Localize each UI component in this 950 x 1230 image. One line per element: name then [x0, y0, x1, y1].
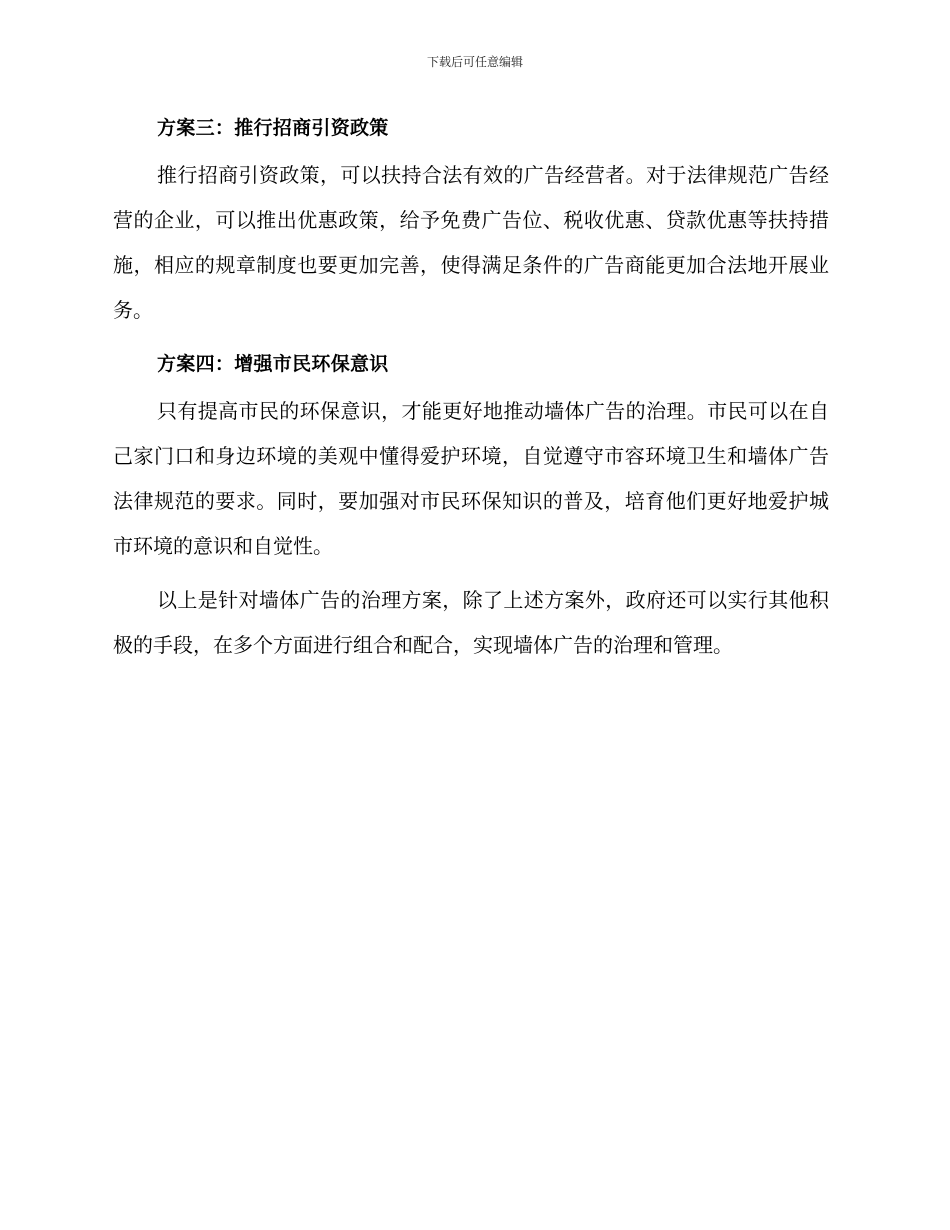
section-heading-plan-three: 方案三：推行招商引资政策	[157, 117, 389, 139]
page-header: 下载后可任意编辑	[426, 55, 523, 69]
section-paragraph-plan-four: 只有提高市民的环保意识，才能更好地推动墙体广告的治理。市民可以在自己家门口和身边环境的美观中懂得爱护环境，自觉遵守市容环境卫生和墙体广告法律规范的要求。同时，要加强对市民环保知识的普及，培育他们更好地爱护城市环境的意识和自觉性。	[113, 399, 829, 558]
section-heading-plan-four: 方案四：增强市民环保意识	[157, 353, 389, 375]
document-body	[113, 106, 829, 677]
conclusion-paragraph: 以上是针对墙体广告的治理方案，除了上述方案外，政府还可以实行其他积极的手段，在多个方面进行组合和配合，实现墙体广告的治理和管理。	[113, 588, 829, 657]
section-paragraph-plan-three: 推行招商引资政策，可以扶持合法有效的广告经营者。对于法律规范广告经营的企业，可以推出优惠政策，给予免费广告位、税收优惠、贷款优惠等扶持措施，相应的规章制度也要更加完善，使得满足条件的广告商能更加合法地开展业务。	[113, 163, 829, 322]
